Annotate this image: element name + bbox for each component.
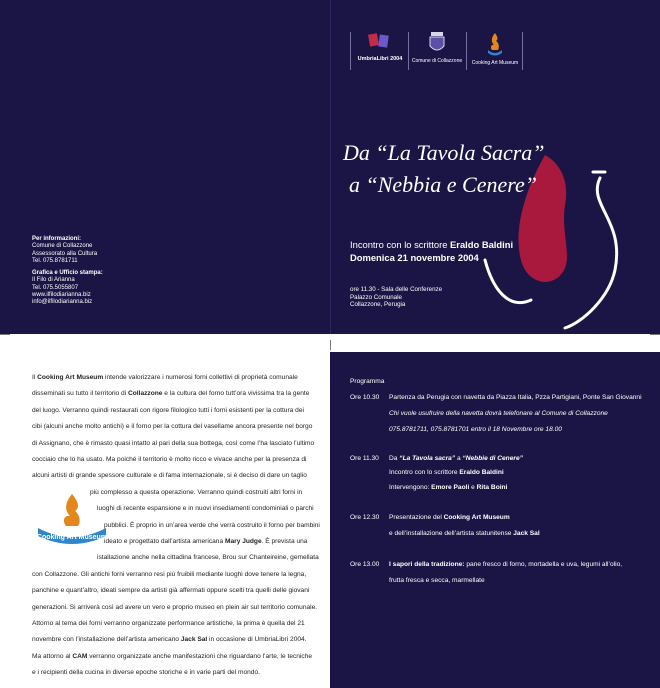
fold-line <box>330 0 331 334</box>
cam-text-small: Cooking Art Museum <box>471 60 519 66</box>
body-line <box>32 653 312 660</box>
event-3-line <box>389 514 510 521</box>
text-run: Da <box>389 455 400 462</box>
text-run: novembre con l’installazione dell’artista americano <box>32 636 181 644</box>
book-icon <box>365 30 395 54</box>
cover-title <box>335 130 565 210</box>
text-run: e <box>469 484 477 491</box>
text-run: e la cultura del forno tutt’ora vivissima tra la gente <box>162 390 310 398</box>
text-run: Intervengono: <box>389 484 432 491</box>
body-line: alcuni artisti di grande spessore culturale e di fama internazionale, si è deciso di dare un taglio <box>32 472 307 480</box>
comune-logo <box>410 30 464 72</box>
body-line: più complesso a questa operazione. Verranno quindi costruiti altri forni in <box>90 488 303 496</box>
logo-separator <box>522 32 523 70</box>
event-4-line: frutta fresca e secca, marmellate <box>389 577 485 584</box>
title-line-2: a “Nebbia e Cenere” <box>349 172 537 197</box>
time-4: Ore 13.00 <box>350 561 380 568</box>
text-run: . È prevista una <box>261 538 308 545</box>
time-2: Ore 11.30 <box>350 455 379 462</box>
crop-mark <box>330 340 331 350</box>
logo-separator <box>408 32 409 70</box>
text-bold: Collazzone <box>128 390 163 398</box>
body-line <box>32 374 298 381</box>
body-line: luoghi di recente espansione e in nuovi insediamenti condominiali o parchi <box>97 505 314 513</box>
body-line: del luogo. Verranno quindi restaurati con rigore filologico tutti i forni esistenti per la cottura dei <box>32 406 304 414</box>
event-4-line <box>389 561 622 568</box>
event-3-line <box>389 530 540 537</box>
info-title: Per informazioni: <box>32 236 82 242</box>
text-bold: Jack Sal <box>513 530 540 537</box>
umbrialibri-logo <box>354 30 406 72</box>
flame-icon <box>482 30 508 58</box>
body-line: panchine e quant’altro, ideati sempre da artisti già affermati oppure scelti tra quelli delle giovani <box>32 587 310 595</box>
text-bold-italic: “Nebbie di Cenere” <box>462 455 523 462</box>
body-line <box>32 390 309 397</box>
crop-mark <box>0 334 10 335</box>
cam-logo-text: Cooking Art Museum <box>36 534 108 541</box>
text-bold: CAM <box>72 652 88 660</box>
time-3: Ore 12.30 <box>350 514 380 521</box>
grafica-line: Il Filo di Arianna <box>32 277 75 284</box>
body-line: Attorno al tema dei forni verranno organizzate performance artistiche, la prima è quella del 21 <box>32 620 305 627</box>
cooking-art-museum-logo <box>30 490 114 548</box>
text-run: ideato e progettato dall’artista americana <box>104 538 225 545</box>
text-run: disseminati su tutto il territorio di <box>32 390 129 398</box>
body-line: con Collazzone. Gli antichi forni verranno resi più fruibili mediante luoghi dove tenere la legna, <box>32 570 307 578</box>
event-2-line <box>389 484 507 491</box>
crop-mark <box>650 334 660 335</box>
text-run: pane fresco di forno, mortadella e uva, legumi all’olio, <box>464 561 623 568</box>
umbrialibri-text: UmbriaLibri 2004 <box>357 56 403 62</box>
info-contacts <box>32 236 97 265</box>
event-2-line <box>389 469 504 476</box>
meeting-date: Domenica 21 novembre 2004 <box>350 251 479 263</box>
info-line: Assessorato alla Cultura <box>32 250 98 257</box>
text-bold: Eraldo Baldini <box>459 469 504 476</box>
venue-line: Palazzo Comunale <box>350 293 402 301</box>
text-run: Ma attorno al <box>32 652 73 660</box>
event-2-line <box>389 455 523 462</box>
info-grafica <box>32 270 103 306</box>
text-bold: Cooking Art Museum <box>37 374 104 381</box>
meeting-line-1 <box>350 239 513 252</box>
info-line: Tel. 075.8781711 <box>32 257 78 264</box>
text-run: Presentazione del <box>389 514 444 521</box>
venue-line: Collazzone, Perugia <box>350 301 406 309</box>
text-run: e dell’installazione dell’artista statunitense <box>389 530 514 537</box>
body-line: generazioni. Si arriverà così ad avere un vero e proprio museo en plein air sul territorio comunale. <box>32 603 318 611</box>
event-1-line <box>389 426 562 433</box>
sponsor-logos <box>350 30 522 74</box>
grafica-line: www.ilfilodiarianna.biz <box>32 291 91 298</box>
text-run: Incontro con lo scrittore <box>389 469 460 476</box>
grafica-title: Grafica e Ufficio stampa: <box>32 270 103 276</box>
body-line: cibi (alcuni anche molto antichi) e il forno per la cottura del vasellame ancora presente nel borgo <box>32 423 313 431</box>
text-run: in occasione di UmbriaLibri 2004. <box>207 636 307 644</box>
event-1-line: Partenza da Perugia con navetta da Piazza Italia, Pzza Partigiani, Ponte San Giovanni <box>389 394 642 401</box>
text-bold: Mary Judge <box>224 538 262 545</box>
text-bold-italic: “La Tavola sacra” <box>399 455 456 462</box>
author-name: Eraldo Baldini <box>450 239 514 250</box>
event-1-line <box>389 410 608 417</box>
body-line: e i recipienti della cucina in diverse epoche storiche e in varie parti del mondo. <box>32 669 260 677</box>
body-line: istallazione anche nella cittadina francese, Brou sur Chanteireine, gemellata <box>97 554 319 562</box>
program-heading: Programma <box>350 378 385 385</box>
logo-separator <box>466 32 467 70</box>
meeting-text: Incontro con lo scrittore <box>350 239 451 250</box>
body-line: cocciaio che lo ha usato. Ma poiché il territorio è molto ricco e vivace anche per la presenza di <box>32 456 307 463</box>
cam-logo-small <box>468 30 522 72</box>
text-run: intende valorizzare i numerosi forni collettivi di proprietà comunale <box>103 374 298 381</box>
grafica-line: Tel. 075.5055807 <box>32 284 79 291</box>
title-line-1: Da “La Tavola Sacra” <box>343 140 545 165</box>
body-line: pubblici. È proprio in un’area verde che verrà costruito il forno per bambini <box>104 521 320 529</box>
info-line: Comune di Collazzone <box>32 243 93 250</box>
logo-separator <box>350 32 351 70</box>
text-run: verranno organizzate anche manifestazioni che riguardano l’arte, le tecniche <box>87 652 313 660</box>
meeting-info <box>350 239 513 264</box>
text-bold: Cooking Art Museum <box>443 514 510 521</box>
text-italic: 075.8781711, 075.8781701 entro il 18 Novembre ore 18.00 <box>389 426 562 433</box>
text-bold: Emore Paoli <box>431 484 470 491</box>
coat-of-arms-icon <box>425 30 449 56</box>
body-line: di Assignano, che è rimasto quasi intatto al pari della sua bottega, così come l’ha lasciato l’ultimo <box>32 439 315 447</box>
body-line <box>32 636 307 643</box>
venue-line: ore 11.30 - Sala delle Conferenze <box>350 286 443 293</box>
text-italic: Chi vuole usufruire della navetta dovrà telefonare al Comune di Collazzone <box>389 410 608 417</box>
body-line <box>104 538 307 545</box>
text-run: Il <box>32 374 38 381</box>
text-bold: I sapori della tradizione: <box>389 561 465 568</box>
grafica-line: info@ilfilodiarianna.biz <box>32 299 93 306</box>
text-bold: Jack Sal <box>180 636 208 644</box>
text-bold: Rita Boini <box>476 484 508 491</box>
comune-text: Comune di Collazzone <box>411 58 463 64</box>
time-1: Ore 10.30 <box>350 394 380 401</box>
text-run: a <box>455 455 463 462</box>
venue-info <box>350 286 442 309</box>
